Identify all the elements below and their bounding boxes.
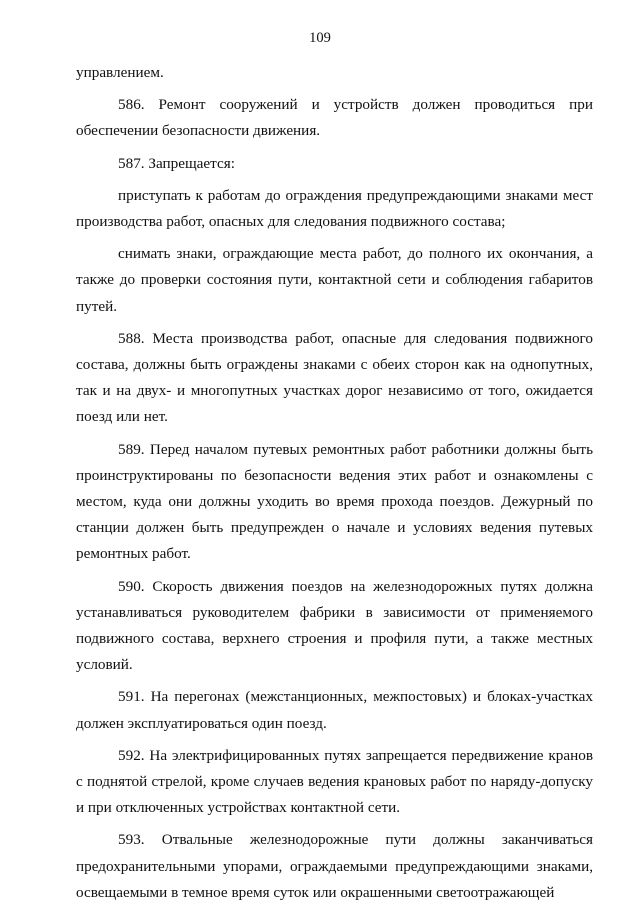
paragraph-589: 589. Перед началом путевых ремонтных работ работники должны быть проинструктированы по безопасности ведения этих работ и ознакомлены с местом, куда они должны уходить во время прохода поездов. Дежурный по станции должен быть предупрежден о начале и условиях ведения путевых ремонтных работ. [76,440,593,563]
document-body [76,60,593,912]
paragraph-593: 593. Отвальные железнодорожные пути должны заканчиваться предохранительными упорами, ограждаемыми предупреждающими знаками, освещаемыми в темное время суток или окрашенными светоотражающей [76,831,593,901]
page-number: 109 [309,30,331,46]
paragraph-592: 592. На электрифицированных путях запрещается передвижение кранов с поднятой стрелой, кроме случаев ведения крановых работ по наряду-допуску и при отключенных устройствах контактной сети. [76,746,593,817]
paragraph-586: 586. Ремонт сооружений и устройств должен проводиться при обеспечении безопасности движения. [76,96,593,140]
paragraph-continuation: управлением. [76,64,164,81]
paragraph-587-item-1: приступать к работам до ограждения предупреждающими знаками мест производства работ, опасных для следования подвижного состава; [76,186,593,231]
paragraph-591: 591. На перегонах (межстанционных, межпостовых) и блоках-участках должен эксплуатироваться один поезд. [76,688,593,732]
paragraph-590: 590. Скорость движения поездов на железнодорожных путях должна устанавливаться руководителем фабрики в зависимости от применяемого подвижного состава, верхнего строения и профиля пути, а также местных условий. [76,577,593,674]
paragraph-588: 588. Места производства работ, опасные для следования подвижного состава, должны быть ограждены знаками с обеих сторон как на однопутных, так и на двух- и многопутных участках дорог независимо от того, ожидается поезд или нет. [76,329,593,426]
paragraph-587: 587. Запрещается: [118,154,235,172]
paragraph-587-item-2: снимать знаки, ограждающие места работ, до полного их окончания, а также до проверки состояния пути, контактной сети и соблюдения габаритов путей. [76,245,593,315]
